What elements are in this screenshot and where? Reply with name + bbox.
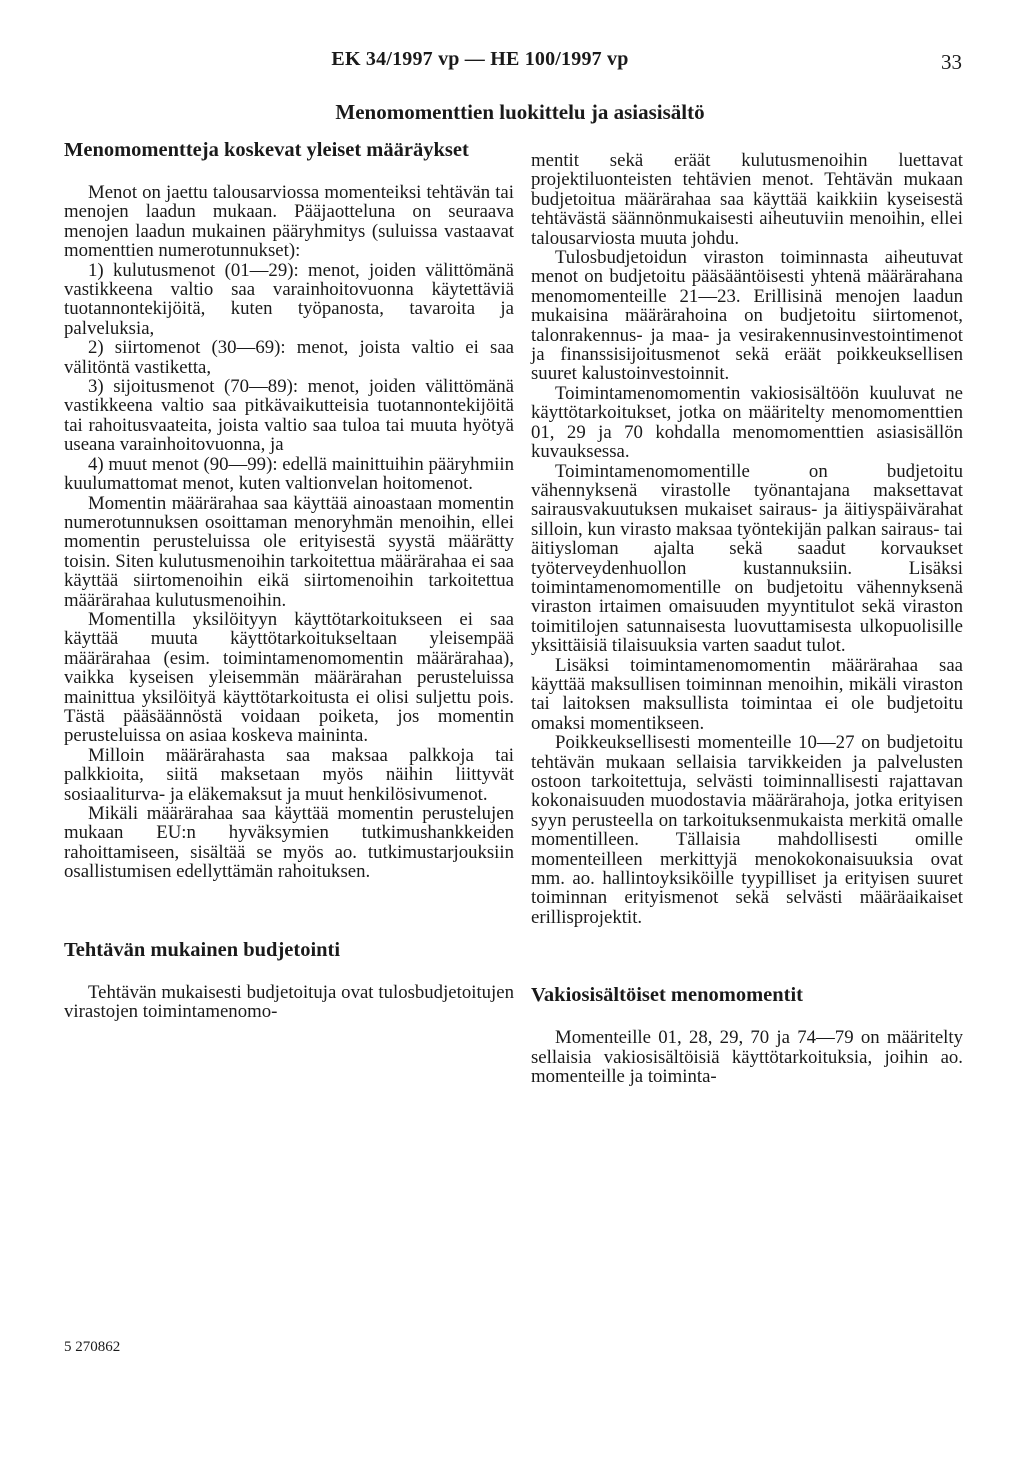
left-column bbox=[64, 140, 514, 1021]
right-column bbox=[531, 151, 963, 1086]
paragraph: Milloin määrärahasta saa maksaa palkkoja tai palkkioita, siitä maksetaan myös näihin liittyvät sosiaaliturva- ja eläkemaksut ja muut henkilösivumenot. bbox=[64, 744, 514, 805]
section-title: Menomomenttien luokittelu ja asiasisältö bbox=[335, 100, 705, 124]
heading-standard-items: Vakiosisältöiset menomomentit bbox=[531, 984, 803, 1007]
heading-general-provisions: Menomomentteja koskevat yleiset määräykset bbox=[64, 139, 469, 161]
paragraph: mentit sekä eräät kulutusmenoihin luettavat projektiluonteisten tehtävien menot. Tehtävän mukaan budjetoitua määrärahaa saa käyttää kaikkiin kyseisestä tehtävästä säännönmukaisesti aiheutuviin menoihin, ellei talousarviosta muuta johdu. bbox=[531, 150, 963, 249]
paragraph: Poikkeuksellisesti momenteille 10—27 on budjetoitu tehtävän mukaan sellaisia tarvikkeiden ja palvelusten ostoon tarkoitettuja, selvästi toiminnallisesti rajattavan kokonaisuuden muodostavia määrärahoja, jotka erityisen syyn perusteella on tarkoituksenmukaista merkitä omalle momentilleen. Tällaisia mahdollisesti omille momenteilleen merkittyjä menokokonaisuuksia ovat mm. ao. hallintoyksiköille tyypilliset ja erityisen suuret toiminnan erityismenot sekä selvästi määräaikaiset erillisprojektit. bbox=[531, 732, 963, 928]
paragraph: 2) siirtomenot (30—69): menot, joista valtio ei saa välitöntä vastiketta, bbox=[64, 337, 514, 378]
running-title: EK 34/1997 vp — HE 100/1997 vp bbox=[331, 48, 629, 70]
page-number: 33 bbox=[941, 50, 962, 74]
paragraph: 3) sijoitusmenot (70—89): menot, joiden välittömänä vastikkeena valtio saa pitkävaikutteisia tuotannontekijöitä tai rahoitusvaateita, joista valtio saa tuloa tai muuta hyötyä useana varainhoitovuonna, ja bbox=[64, 376, 514, 456]
paragraph: Tehtävän mukaisesti budjetoituja ovat tulosbudjetoitujen virastojen toimintamenomo- bbox=[64, 981, 514, 1023]
paragraph: Tulosbudjetoidun viraston toiminnasta aiheutuvat menot on budjetoitu pääsääntöisesti yhtenä määrärahana menomomenteille 21—23. Erillisinä menojen laadun mukaisina määrärahoina on budjetoitu siirtomenot, talonrakennus- ja maa- ja vesirakennusinvestointimenot ja finanssisijoitusmenot sekä eräät poikkeuksellisen suuret kalustoinvestoinnit. bbox=[531, 247, 963, 385]
print-code: 5 270862 bbox=[64, 1339, 121, 1355]
paragraph: 4) muut menot (90—99): edellä mainittuihin pääryhmiin kuulumattomat menot, kuten valtionvelan hoitomenot. bbox=[64, 453, 514, 495]
paragraph: Lisäksi toimintamenomomentin määrärahaa saa käyttää maksullisen toiminnan menoihin, mikäli viraston tai laitoksen maksullista toimintaa ei ole budjetoitu omaksi momentikseen. bbox=[531, 654, 963, 734]
paragraph: Momenteille 01, 28, 29, 70 ja 74—79 on määritelty sellaisia vakiosisältöisiä käyttötarkoituksia, joihin ao. momenteille ja toiminta- bbox=[531, 1027, 963, 1088]
paragraph: Momentilla yksilöityyn käyttötarkoitukseen ei saa käyttää muuta käyttötarkoitukseltaan yleisempää määrärahaa (esim. toimintamenomomentin määrärahaa), vaikka kyseisen yleisemmän määrärahan perusteluissa mainittua yksilöityä käyttötarkoitusta ei olisi suljettu pois. Tästä pääsäännöstä voidaan poiketa, jos momentin perusteluissa on asiaa koskeva maininta. bbox=[64, 608, 514, 747]
paragraph: Toimintamenomomentin vakiosisältöön kuuluvat ne käyttötarkoitukset, jotka on määritelty menomomenttien 01, 29 ja 70 kohdalla menomomenttien asiasisällön kuvauksessa. bbox=[531, 382, 963, 463]
paragraph: Menot on jaettu talousarviossa momenteiksi tehtävän tai menojen laadun mukaan. Pääjaotteluna on seuraava menojen laadun mukainen pääryhmitys (suluissa vastaavat momenttien numerotunnukset): bbox=[64, 182, 514, 262]
paragraph: Momentin määrärahaa saa käyttää ainoastaan momentin numerotunnuksen osoittaman menoryhmän menoihin, ellei momentin perusteluissa ole erityisestä syystä määrätty toisin. Siten kulutusmenoihin tarkoitettua määrärahaa ei saa käyttää siirtomenoihin eikä siirtomenoihin tarkoitettua määrärahaa kulutusmenoihin. bbox=[64, 492, 514, 611]
heading-task-based-budgeting: Tehtävän mukainen budjetointi bbox=[64, 938, 341, 961]
paragraph: Toimintamenomomentille on budjetoitu vähennyksenä virastolle työnantajana maksettavat sairausvakuutuksen mukaiset sairaus- ja äitiyspäivärahat silloin, kun virasto maksaa työntekijän palkan sairaus- tai äitiysloman ajalta sekä saadut korvaukset työterveydenhuollon kustannuksiin. Lisäksi toimintamenomomentille on budjetoitu vähennyksenä viraston irtaimen omaisuuden myyntitulot sekä viraston toimitilojen satunnaisesta luovuttamisesta ulkopuolisille yksittäisiä tilaisuuksia varten saadut tulot. bbox=[531, 460, 963, 657]
paragraph: Mikäli määrärahaa saa käyttää momentin perustelujen mukaan EU:n hyväksymien tutkimushankkeiden rahoittamiseen, sisältää se myös ao. tutkimustarjouksiin osallistumisen edellyttämän rahoituksen. bbox=[64, 803, 514, 883]
page-header bbox=[0, 40, 1024, 80]
paragraph: 1) kulutusmenot (01—29): menot, joiden välittömänä vastikkeena valtio saa varainhoitovuonna käytettäviä tuotannontekijöitä, kuten työpanosta, tavaroita ja palveluksia, bbox=[64, 259, 514, 339]
